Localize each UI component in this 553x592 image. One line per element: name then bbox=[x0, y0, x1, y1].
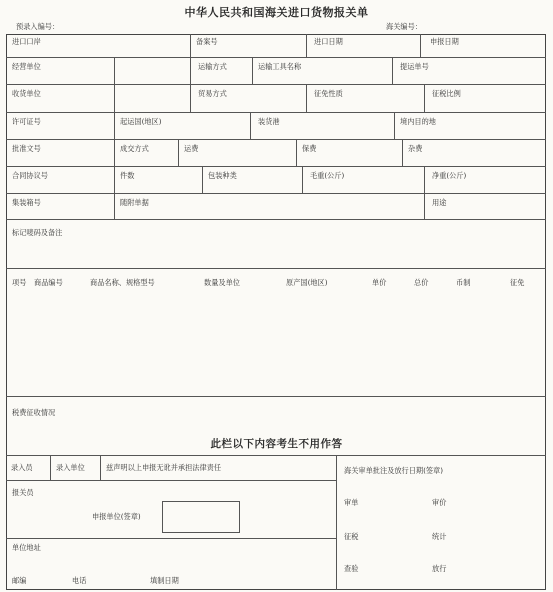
col-divider bbox=[424, 166, 425, 219]
review-label: 审单 bbox=[344, 498, 359, 507]
misc-fee-label: 杂费 bbox=[408, 144, 423, 153]
customs-approval-label: 海关审单批注及放行日期(签章) bbox=[344, 466, 444, 475]
gross-weight-label: 毛重(公斤) bbox=[310, 171, 345, 180]
col-divider bbox=[190, 57, 191, 112]
preentry-no-label: 预录入编号： bbox=[16, 22, 60, 31]
col-divider bbox=[178, 139, 179, 166]
destination-label: 境内目的地 bbox=[400, 117, 436, 126]
loading-port-label: 装货港 bbox=[258, 117, 280, 126]
total-price-header: 总价 bbox=[414, 278, 429, 287]
attached-docs-label: 随附单据 bbox=[120, 198, 149, 207]
receiver-unit-label: 收货单位 bbox=[12, 89, 41, 98]
packaging-label: 包装种类 bbox=[208, 171, 237, 180]
trade-mode-label: 贸易方式 bbox=[198, 89, 227, 98]
tax-ratio-label: 征税比例 bbox=[432, 89, 461, 98]
transport-mode-label: 运输方式 bbox=[198, 62, 227, 71]
col-divider bbox=[302, 166, 303, 193]
row-divider bbox=[6, 268, 546, 269]
record-no-label: 备案号 bbox=[196, 37, 218, 46]
business-unit-label: 经营单位 bbox=[12, 62, 41, 71]
col-divider bbox=[336, 455, 337, 590]
row-divider bbox=[6, 57, 546, 58]
declarant-label: 报关员 bbox=[12, 488, 34, 497]
currency-header: 币制 bbox=[456, 278, 471, 287]
col-divider bbox=[420, 34, 421, 57]
row-divider bbox=[6, 455, 546, 456]
container-no-label: 集装箱号 bbox=[12, 198, 41, 207]
col-divider bbox=[250, 112, 251, 139]
col-divider bbox=[296, 139, 297, 166]
row-divider bbox=[6, 112, 546, 113]
form-title: 中华人民共和国海关进口货物报关单 bbox=[184, 6, 369, 19]
pieces-label: 件数 bbox=[120, 171, 135, 180]
col-divider bbox=[392, 57, 393, 84]
license-no-label: 许可证号 bbox=[12, 117, 41, 126]
contract-no-label: 合同协议号 bbox=[12, 171, 48, 180]
col-divider bbox=[100, 455, 101, 480]
unit-price-header: 单价 bbox=[372, 278, 387, 287]
deal-mode-label: 成交方式 bbox=[120, 144, 149, 153]
unit-address-label: 单位地址 bbox=[12, 543, 41, 552]
bill-no-label: 提运单号 bbox=[400, 62, 429, 71]
col-divider bbox=[402, 139, 403, 166]
fill-date-label: 填制日期 bbox=[150, 576, 179, 585]
phone-label: 电话 bbox=[72, 576, 87, 585]
origin-country-label: 起运国(地区) bbox=[120, 117, 162, 126]
row-divider bbox=[6, 139, 546, 140]
row-divider bbox=[6, 538, 336, 539]
approval-no-label: 批准文号 bbox=[12, 144, 41, 153]
col-divider bbox=[306, 34, 307, 57]
col-divider bbox=[252, 57, 253, 84]
tax-exempt-header: 征免 bbox=[510, 278, 525, 287]
col-divider bbox=[202, 166, 203, 193]
row-divider bbox=[6, 396, 546, 397]
insurance-label: 保费 bbox=[302, 144, 317, 153]
section-subtitle: 此栏以下内容考生不用作答 bbox=[210, 438, 343, 450]
row-divider bbox=[6, 84, 546, 85]
qty-unit-header: 数量及单位 bbox=[204, 278, 240, 287]
tax-status-label: 税费征收情况 bbox=[12, 408, 56, 417]
goods-code-header: 商品编号 bbox=[34, 278, 63, 287]
inspection-label: 查验 bbox=[344, 564, 359, 573]
row-divider bbox=[6, 193, 546, 194]
item-no-header: 项号 bbox=[12, 278, 27, 287]
col-divider bbox=[114, 57, 115, 219]
net-weight-label: 净重(公斤) bbox=[432, 171, 467, 180]
pricing-label: 审价 bbox=[432, 498, 447, 507]
col-divider bbox=[394, 112, 395, 139]
col-divider bbox=[190, 34, 191, 57]
marks-remarks-label: 标记唛码及备注 bbox=[12, 228, 63, 237]
import-port-label: 进口口岸 bbox=[12, 37, 41, 46]
row-divider bbox=[6, 480, 336, 481]
declare-date-label: 申报日期 bbox=[430, 37, 459, 46]
usage-label: 用途 bbox=[432, 198, 447, 207]
origin-header: 原产国(地区) bbox=[286, 278, 328, 287]
tax-collection-label: 征税 bbox=[344, 532, 359, 541]
import-date-label: 进口日期 bbox=[314, 37, 343, 46]
transport-tool-label: 运输工具名称 bbox=[258, 62, 302, 71]
declaration-text: 兹声明以上申报无讹并承担法律责任 bbox=[106, 463, 222, 472]
freight-label: 运费 bbox=[184, 144, 199, 153]
entry-clerk-label: 录入员 bbox=[11, 463, 33, 472]
release-label: 放行 bbox=[432, 564, 447, 573]
row-divider bbox=[6, 219, 546, 220]
col-divider bbox=[306, 84, 307, 112]
entry-unit-label: 录入单位 bbox=[56, 463, 85, 472]
goods-name-header: 商品名称、规格型号 bbox=[90, 278, 155, 287]
tax-nature-label: 征免性质 bbox=[314, 89, 343, 98]
signature-stamp-box bbox=[162, 501, 240, 533]
row-divider bbox=[6, 166, 546, 167]
customs-no-label: 海关编号： bbox=[386, 22, 422, 31]
statistics-label: 统计 bbox=[432, 532, 447, 541]
col-divider bbox=[424, 84, 425, 112]
col-divider bbox=[50, 455, 51, 480]
postcode-label: 邮编 bbox=[12, 576, 27, 585]
declaring-unit-label: 申报单位(签章) bbox=[92, 512, 141, 521]
